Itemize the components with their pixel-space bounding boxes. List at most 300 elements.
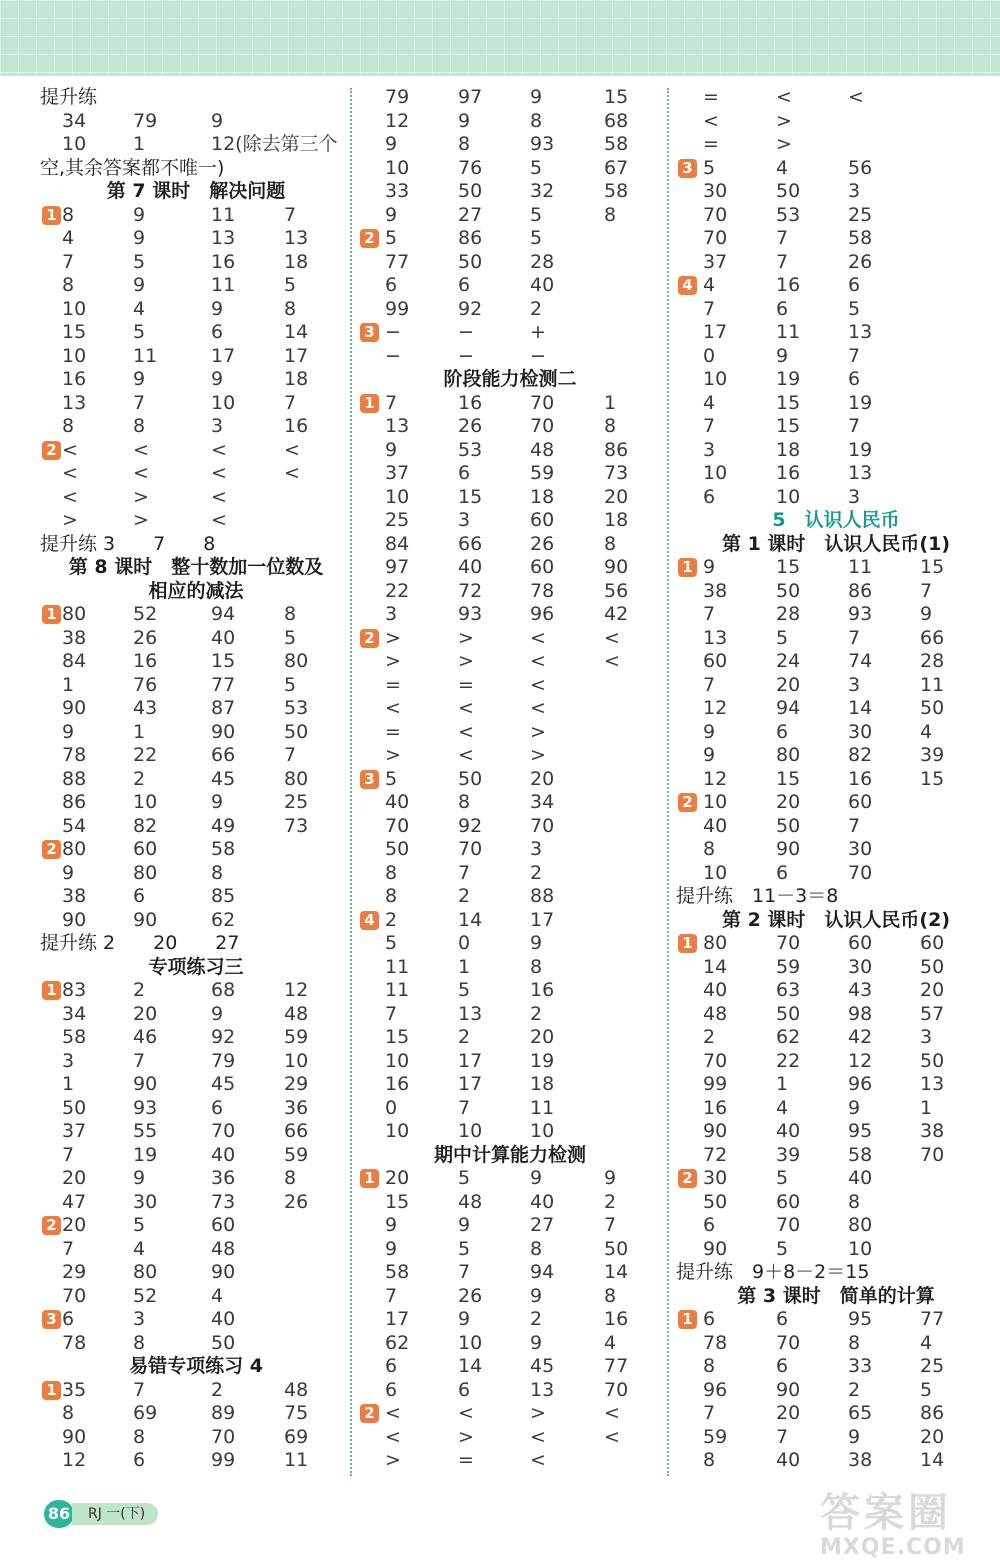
answer-cell: 14 xyxy=(284,321,309,343)
answer-cell: 20 xyxy=(604,485,629,508)
answer-cell: = xyxy=(385,673,401,696)
answer-cell: < xyxy=(530,650,546,672)
answer-cell: 8 xyxy=(458,791,471,813)
question-number-badge: 2 xyxy=(360,229,379,248)
answer-cell: 40 xyxy=(385,791,410,813)
answer-cell: 9 xyxy=(133,227,146,249)
answer-cell: 10 xyxy=(284,1049,309,1072)
answer-cell: 4 xyxy=(920,720,933,743)
answer-cell: 18 xyxy=(284,368,309,390)
answer-cell: 19 xyxy=(776,368,801,390)
answer-cell: 75 xyxy=(284,1402,309,1424)
answer-cell: − xyxy=(458,321,474,343)
answer-cell: 6 xyxy=(776,720,789,743)
question-number-badge: 3 xyxy=(678,159,697,178)
answer-cell: 5 xyxy=(385,227,398,249)
answer-cell: 4 xyxy=(920,1331,933,1354)
answer-cell: 34 xyxy=(62,109,87,132)
answer-cell: 3 xyxy=(133,1308,146,1330)
answer-cell: 13 xyxy=(62,391,87,414)
answer-cell: 37 xyxy=(385,462,410,484)
answer-cell: 15 xyxy=(385,1190,410,1213)
answer-cell: 96 xyxy=(703,1378,728,1401)
answer-cell: 3 xyxy=(62,1049,75,1072)
answer-cell: 8 xyxy=(848,1190,861,1213)
answer-cell: 59 xyxy=(284,1143,309,1166)
answer-cell: 79 xyxy=(385,86,410,108)
answer-cell: 13 xyxy=(848,462,873,484)
answer-cell: 9 xyxy=(211,791,224,813)
answer-cell: 78 xyxy=(703,1331,728,1354)
answer-cell: 43 xyxy=(848,979,873,1001)
section-heading: 专项练习三 xyxy=(148,955,244,978)
answer-cell: 48 xyxy=(211,1237,236,1260)
answer-cell: 9 xyxy=(458,109,471,132)
answer-cell: < xyxy=(530,1425,546,1448)
answer-cell: 18 xyxy=(776,438,801,461)
answer-cell: 7 xyxy=(776,250,789,273)
column-divider xyxy=(350,88,352,1476)
question-number-badge: 1 xyxy=(42,605,61,624)
answer-cell: 96 xyxy=(530,603,555,625)
answer-cell: 9 xyxy=(385,1214,398,1236)
answer-cell: 70 xyxy=(530,391,555,414)
answer-cell: 5 xyxy=(458,1237,471,1260)
answer-cell: 20 xyxy=(62,1214,87,1236)
answer-cell: 11 xyxy=(920,673,945,696)
answer-text: 提升练 9＋8－2＝15 xyxy=(676,1261,870,1283)
answer-cell: 11 xyxy=(211,203,236,226)
answer-cell: 40 xyxy=(703,814,728,837)
answer-cell: 80 xyxy=(284,767,309,790)
answer-cell: 50 xyxy=(284,720,309,743)
answer-cell: 2 xyxy=(458,1026,471,1048)
answer-cell: 82 xyxy=(133,814,158,837)
answer-cell: 98 xyxy=(848,1002,873,1025)
answer-cell: 7 xyxy=(62,1143,75,1166)
answer-cell: < xyxy=(530,697,546,719)
answer-cell: 1 xyxy=(133,133,146,155)
answer-cell: 2 xyxy=(458,885,471,907)
answer-cell: 13 xyxy=(703,626,728,649)
answer-cell: 20 xyxy=(920,1425,945,1448)
answer-cell: − xyxy=(530,344,546,367)
answer-cell: 16 xyxy=(604,1308,629,1330)
answer-cell: 76 xyxy=(458,156,483,179)
answer-cell: 9 xyxy=(385,1237,398,1260)
answer-cell: 78 xyxy=(530,579,555,602)
answer-cell: < xyxy=(133,438,149,461)
answer-cell: 48 xyxy=(530,438,555,461)
answer-cell: 66 xyxy=(458,532,483,555)
answer-cell: > xyxy=(458,650,474,672)
answer-cell: 10 xyxy=(703,368,728,390)
answer-cell: 3 xyxy=(458,509,471,531)
answer-cell: 60 xyxy=(703,650,728,672)
answer-cell: < xyxy=(604,1402,620,1424)
answer-cell: 90 xyxy=(62,908,87,931)
answer-cell: 8 xyxy=(385,861,398,884)
answer-cell: 7 xyxy=(385,1284,398,1307)
answer-cell: < xyxy=(211,509,227,531)
answer-cell: 56 xyxy=(848,156,873,179)
answer-cell: 86 xyxy=(920,1402,945,1424)
answer-cell: 33 xyxy=(848,1355,873,1377)
answer-cell: < xyxy=(211,485,227,508)
answer-cell: 16 xyxy=(62,368,87,390)
question-number-badge: 1 xyxy=(678,558,697,577)
watermark-logo xyxy=(820,1492,996,1564)
answer-cell: 94 xyxy=(211,603,236,625)
answer-cell: 4 xyxy=(776,156,789,179)
answer-cell: 12 xyxy=(703,767,728,790)
answer-cell: 9 xyxy=(848,1425,861,1448)
section-heading: 第 2 课时 认识人民币(2) xyxy=(721,908,951,931)
answer-cell: 45 xyxy=(530,1355,555,1377)
answer-text: 提升练 xyxy=(40,86,98,108)
answer-cell: 16 xyxy=(776,462,801,484)
answer-cell: 7 xyxy=(776,227,789,249)
watermark-text: 答案圈 xyxy=(820,1490,952,1536)
answer-cell: 7 xyxy=(458,861,471,884)
answer-cell: 7 xyxy=(284,391,297,414)
answer-cell: + xyxy=(530,321,546,343)
answer-cell: 7 xyxy=(133,1049,146,1072)
question-number-badge: 2 xyxy=(42,1216,61,1235)
answer-cell: 52 xyxy=(133,1284,158,1307)
answer-cell: < xyxy=(604,626,620,649)
answer-cell: 8 xyxy=(703,838,716,860)
answer-cell: 19 xyxy=(848,391,873,414)
answer-cell: 12 xyxy=(703,697,728,719)
answer-cell: 10 xyxy=(458,1331,483,1354)
answer-cell: 5 xyxy=(284,673,297,696)
answer-cell: 60 xyxy=(530,509,555,531)
answer-cell: 34 xyxy=(530,791,555,813)
answer-cell: 9 xyxy=(458,1308,471,1330)
answer-cell: 48 xyxy=(284,1378,309,1401)
answer-cell: 78 xyxy=(62,744,87,766)
answer-cell: 1 xyxy=(776,1073,789,1095)
answer-cell: < xyxy=(458,1402,474,1424)
answer-cell: 24 xyxy=(776,650,801,672)
answer-cell: 4 xyxy=(604,1331,617,1354)
answer-cell: 70 xyxy=(776,932,801,954)
answer-cell: 40 xyxy=(458,556,483,578)
answer-cell: 56 xyxy=(604,579,629,602)
answer-cell: 9 xyxy=(530,932,543,954)
answer-cell: 7 xyxy=(920,579,933,602)
answer-cell: 3 xyxy=(848,180,861,202)
answer-cell: 42 xyxy=(604,603,629,625)
answer-cell: 49 xyxy=(211,814,236,837)
answer-cell: 3 xyxy=(920,1026,933,1048)
answer-cell: 14 xyxy=(458,908,483,931)
answer-cell: 4 xyxy=(703,391,716,414)
answer-cell: 13 xyxy=(848,321,873,343)
answer-cell: 70 xyxy=(211,1120,236,1142)
answer-cell: 16 xyxy=(776,274,801,296)
answer-cell: 20 xyxy=(62,1167,87,1189)
answer-cell: 17 xyxy=(530,908,555,931)
answer-cell: 66 xyxy=(284,1120,309,1142)
answer-cell: 53 xyxy=(458,438,483,461)
answer-cell: 14 xyxy=(604,1261,629,1283)
answer-cell: 37 xyxy=(62,1120,87,1142)
answer-cell: 9 xyxy=(133,1167,146,1189)
answer-cell: 2 xyxy=(604,1190,617,1213)
answer-cell: 62 xyxy=(385,1331,410,1354)
section-heading: 第 3 课时 简单的计算 xyxy=(737,1284,935,1307)
question-number-badge: 2 xyxy=(678,1169,697,1188)
answer-cell: > xyxy=(62,509,78,531)
answer-cell: 1 xyxy=(604,391,617,414)
answer-cell: 7 xyxy=(284,744,297,766)
answer-cell: 29 xyxy=(62,1261,87,1283)
answer-cell: 25 xyxy=(848,203,873,226)
answer-cell: 6 xyxy=(776,297,789,320)
answer-cell: 9 xyxy=(776,344,789,367)
answer-cell: 2 xyxy=(848,1378,861,1401)
answer-text: 提升练 11－3＝8 xyxy=(676,885,839,907)
answer-cell: 94 xyxy=(776,697,801,719)
answer-cell: 27 xyxy=(530,1214,555,1236)
answer-cell: 10 xyxy=(458,1120,483,1142)
answer-cell: 17 xyxy=(284,344,309,367)
answer-cell: 10 xyxy=(385,1120,410,1142)
answer-cell: 7 xyxy=(385,391,398,414)
answer-cell: 80 xyxy=(133,1261,158,1283)
answer-cell: 10 xyxy=(62,297,87,320)
answer-cell: < xyxy=(458,697,474,719)
answer-cell: 66 xyxy=(211,744,236,766)
answer-cell: 90 xyxy=(62,1425,87,1448)
answer-cell: 59 xyxy=(703,1425,728,1448)
answer-cell: 16 xyxy=(211,250,236,273)
answer-cell: 90 xyxy=(776,838,801,860)
answer-cell: 70 xyxy=(530,814,555,837)
answer-cell: 4 xyxy=(776,1096,789,1119)
answer-cell: 5 xyxy=(133,321,146,343)
answer-cell: 70 xyxy=(385,814,410,837)
section-heading: 期中计算能力检测 xyxy=(433,1143,586,1166)
answer-cell: 99 xyxy=(385,297,410,320)
answer-cell: 19 xyxy=(133,1143,158,1166)
answer-cell: 95 xyxy=(848,1120,873,1142)
answer-cell: 7 xyxy=(703,415,716,437)
answer-cell: 6 xyxy=(133,885,146,907)
question-number-badge: 1 xyxy=(360,394,379,413)
answer-cell: 28 xyxy=(776,603,801,625)
answer-cell: 95 xyxy=(848,1308,873,1330)
answer-cell: 19 xyxy=(530,1049,555,1072)
answer-cell: 80 xyxy=(133,861,158,884)
answer-cell: 70 xyxy=(703,203,728,226)
answer-cell: < xyxy=(385,697,401,719)
answer-cell: 9 xyxy=(211,1002,224,1025)
answer-cell: 29 xyxy=(284,1073,309,1095)
answer-cell: 70 xyxy=(703,1049,728,1072)
answer-cell: 93 xyxy=(848,603,873,625)
answer-cell: 50 xyxy=(776,814,801,837)
answer-cell: 10 xyxy=(385,156,410,179)
answer-cell: 63 xyxy=(776,979,801,1001)
answer-cell: 58 xyxy=(211,838,236,860)
answer-cell: 16 xyxy=(530,979,555,1001)
answer-cell: 10 xyxy=(62,133,87,155)
answer-cell: 12 xyxy=(62,1449,87,1471)
answer-cell: 5 xyxy=(703,156,716,179)
answer-cell: 8 xyxy=(604,203,617,226)
answer-cell: > xyxy=(458,626,474,649)
answer-cell: > xyxy=(530,1402,546,1424)
unit-heading: 5 认识人民币 xyxy=(772,509,900,531)
answer-cell: 13 xyxy=(211,227,236,249)
answer-cell: 10 xyxy=(211,391,236,414)
answer-cell: 59 xyxy=(284,1026,309,1048)
answer-cell: 50 xyxy=(920,1049,945,1072)
answer-cell: > xyxy=(776,109,792,132)
answer-cell: > xyxy=(385,744,401,766)
answer-cell: 5 xyxy=(530,156,543,179)
answer-cell: 88 xyxy=(530,885,555,907)
answer-cell: 40 xyxy=(211,626,236,649)
answer-cell: < xyxy=(776,86,792,108)
answer-cell: 9 xyxy=(530,1167,543,1189)
answer-cell: 53 xyxy=(284,697,309,719)
answer-cell: 80 xyxy=(848,1214,873,1236)
answer-cell: 9 xyxy=(62,861,75,884)
answer-cell: 60 xyxy=(848,791,873,813)
answer-cell: 9 xyxy=(133,274,146,296)
answer-cell: 5 xyxy=(284,274,297,296)
answer-cell: 6 xyxy=(133,1449,146,1471)
answer-cell: 40 xyxy=(211,1143,236,1166)
answer-cell: 6 xyxy=(211,1096,224,1119)
answer-cell: 48 xyxy=(703,1002,728,1025)
answer-cell: 28 xyxy=(920,650,945,672)
answer-cell: 70 xyxy=(776,1214,801,1236)
question-number-badge: 2 xyxy=(360,629,379,648)
question-number-badge: 2 xyxy=(678,793,697,812)
answer-cell: 9 xyxy=(848,1096,861,1119)
answer-cell: 15 xyxy=(920,556,945,578)
answer-cell: 25 xyxy=(920,1355,945,1377)
answer-cell: 4 xyxy=(133,1237,146,1260)
answer-cell: 8 xyxy=(211,861,224,884)
answer-cell: 3 xyxy=(385,603,398,625)
answer-cell: 62 xyxy=(211,908,236,931)
answer-cell: 39 xyxy=(776,1143,801,1166)
answer-cell: 60 xyxy=(211,1214,236,1236)
answer-cell: 10 xyxy=(385,1049,410,1072)
answer-cell: 2 xyxy=(133,979,146,1001)
answer-cell: 16 xyxy=(284,415,309,437)
answer-cell: 3 xyxy=(530,838,543,860)
watermark-url: MXQE.COM xyxy=(820,1535,966,1560)
answer-cell: 53 xyxy=(776,203,801,226)
answer-cell: 70 xyxy=(530,415,555,437)
answer-cell: 80 xyxy=(703,932,728,954)
answer-cell: 60 xyxy=(920,932,945,954)
answer-cell: 2 xyxy=(530,1002,543,1025)
answer-cell: 84 xyxy=(385,532,410,555)
answer-cell: 8 xyxy=(848,1331,861,1354)
answer-cell: 11 xyxy=(133,344,158,367)
answer-cell: 20 xyxy=(920,979,945,1001)
answer-cell: 18 xyxy=(284,250,309,273)
answer-cell: 8 xyxy=(703,1449,716,1471)
answer-cell: 40 xyxy=(703,979,728,1001)
answer-cell: 10 xyxy=(385,485,410,508)
answer-cell: 1 xyxy=(920,1096,933,1119)
answer-cell: 6 xyxy=(62,1308,75,1330)
answer-cell: 11 xyxy=(848,556,873,578)
answer-cell: < xyxy=(62,462,78,484)
answer-cell: 58 xyxy=(848,227,873,249)
answer-cell: 8 xyxy=(62,274,75,296)
answer-cell: 45 xyxy=(211,1073,236,1095)
answer-cell: < xyxy=(62,485,78,508)
answer-cell: 42 xyxy=(848,1026,873,1048)
section-heading: 第 1 课时 认识人民币(1) xyxy=(721,532,951,555)
answer-cell: − xyxy=(385,321,401,343)
answer-cell: < xyxy=(458,744,474,766)
answer-cell: 50 xyxy=(458,767,483,790)
answer-cell: 94 xyxy=(530,1261,555,1283)
answer-cell: 9 xyxy=(530,1284,543,1307)
answer-cell: 20 xyxy=(530,767,555,790)
answer-cell: 15 xyxy=(62,321,87,343)
answer-cell: 85 xyxy=(211,885,236,907)
answer-cell: 9 xyxy=(62,720,75,743)
answer-cell: 30 xyxy=(133,1190,158,1213)
answer-cell: 30 xyxy=(848,720,873,743)
answer-cell: 8 xyxy=(62,203,75,226)
answer-cell: 70 xyxy=(848,861,873,884)
answer-cell: = xyxy=(458,673,474,696)
answer-cell: 8 xyxy=(284,297,297,320)
answer-cell: 18 xyxy=(604,509,629,531)
answer-cell: 9 xyxy=(133,368,146,390)
answer-cell: 90 xyxy=(133,908,158,931)
question-number-badge: 4 xyxy=(360,911,379,930)
answer-cell: 30 xyxy=(703,1167,728,1189)
answer-cell: > xyxy=(530,720,546,743)
answer-cell: 11 xyxy=(385,979,410,1001)
answer-cell: < xyxy=(385,1402,401,1424)
question-number-badge: 2 xyxy=(42,840,61,859)
answer-cell: < xyxy=(133,462,149,484)
answer-cell: 87 xyxy=(211,697,236,719)
answer-cell: 9 xyxy=(530,1331,543,1354)
answer-cell: 7 xyxy=(133,391,146,414)
question-number-badge: 3 xyxy=(360,770,379,789)
answer-cell: 2 xyxy=(703,1026,716,1048)
answer-cell: 26 xyxy=(458,1284,483,1307)
answer-cell: 6 xyxy=(458,274,471,296)
answer-cell: = xyxy=(385,720,401,743)
answer-cell: > xyxy=(133,485,149,508)
answer-cell: 10 xyxy=(133,791,158,813)
answer-cell: 10 xyxy=(703,791,728,813)
answer-cell: 16 xyxy=(703,1096,728,1119)
answer-cell: 16 xyxy=(133,650,158,672)
answer-cell: 72 xyxy=(458,579,483,602)
question-number-badge: 1 xyxy=(360,1169,379,1188)
answer-cell: 65 xyxy=(848,1402,873,1424)
answer-cell: 6 xyxy=(458,462,471,484)
